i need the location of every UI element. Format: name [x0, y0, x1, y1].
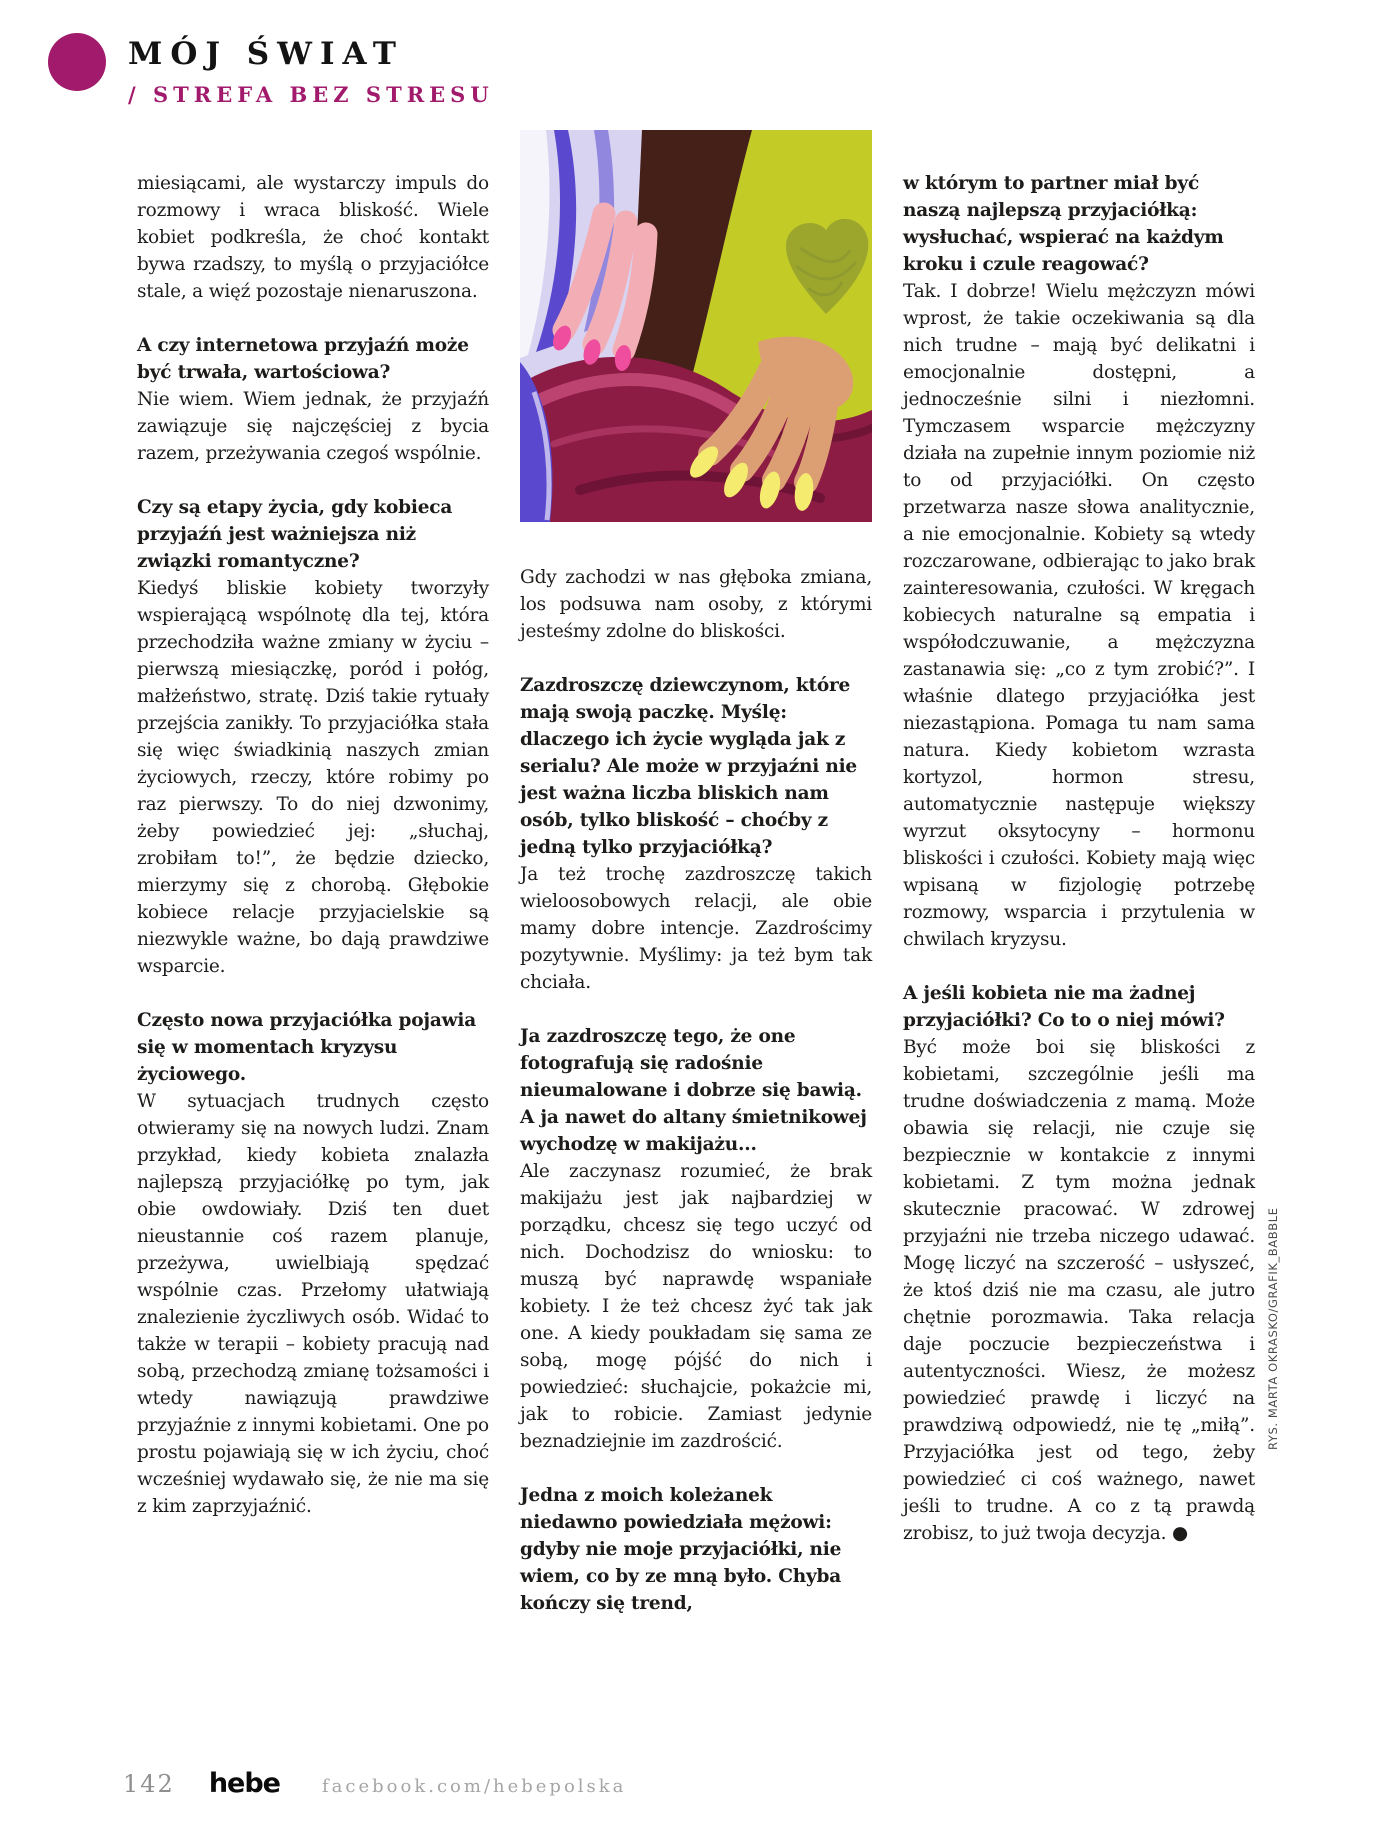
interview-question: A czy internetowa przyjaźń może być trwała, wartościowa? [137, 335, 469, 383]
interview-answer: miesiącami, ale wystarczy impuls do rozmowy i wraca bliskość. Wiele kobiet podkreśla, że choć kontakt bywa rzadszy, to myślą o przyjaciółce stale, a więź pozostaje nienaruszona. [137, 173, 489, 302]
friendship-illustration [520, 130, 872, 522]
text-column-2 [520, 130, 872, 1617]
illustration-credit: RYS. MARTA OKRASKO/GRAFIK_BABBLE [1266, 1207, 1280, 1450]
page-footer [123, 1768, 626, 1799]
subsection-title: / STREFA BEZ STRESU [128, 82, 494, 107]
text-column-3 [903, 170, 1255, 1547]
interview-question: A jeśli kobieta nie ma żadnej przyjaciółki? Co to o niej mówi? [903, 983, 1225, 1031]
interview-answer: Być może boi się bliskości z kobietami, szczególnie jeśli ma trudne doświadczenia z mamą. Może obawia się relacji, nie czuje się bezpiecznie w kontakcie z innymi kobietami. Z tym można jednak skutecznie pracować. W zdrowej przyjaźni nie trzeba niczego udawać. Mogę liczyć na szczerość – usłyszeć, że ktoś dziś nie ma czasu, ale jutro chętnie porozmawia. Taka relacja daje poczucie bezpieczeństwa i autentyczności. Wiesz, że możesz powiedzieć prawdę i liczyć na prawdziwą odpowiedź, nie tę „miłą”. Przyjaciółka jest od tego, żeby powiedzieć ci coś ważnego, nawet jeśli to trudne. A co z tą prawdą zrobisz, to już twoja decyzja. ● [903, 1037, 1255, 1544]
interview-answer: Gdy zachodzi w nas głęboka zmiana, los podsuwa nam osoby, z którymi jesteśmy zdolne do bliskości. [520, 567, 872, 642]
facebook-url: facebook.com/hebepolska [322, 1776, 627, 1797]
illustration-graphic [520, 130, 872, 522]
text-column-2-blocks [520, 564, 872, 1617]
interview-answer: Ale zaczynasz rozumieć, że brak makijażu jest jak najbardziej w porządku, chcesz się tego uczyć od nich. Dochodzisz do wniosku: to muszą być naprawdę wspaniałe kobiety. I że też chcesz żyć tak jak one. A kiedy poukładam się sama ze sobą, mogę pójść do nich i powiedzieć: słuchajcie, pokażcie mi, jak to robicie. Zamiast jedynie beznadziejnie im zazdrościć. [520, 1161, 872, 1452]
brand-dot [48, 33, 106, 91]
interview-question: Czy są etapy życia, gdy kobieca przyjaźń jest ważniejsza niż związki romantyczne? [137, 497, 453, 572]
interview-question: Ja zazdroszczę tego, że one fotografują się radośnie nieumalowane i dobrze się bawią. A ja nawet do altany śmietnikowej wychodzę w makijażu... [520, 1026, 867, 1155]
interview-answer: Kiedyś bliskie kobiety tworzyły wspierającą wspólnotę dla tej, która przechodziła ważne zmiany w życiu – pierwszą miesiączkę, poród i połóg, małżeństwo, stratę. Dziś takie rytuały przejścia zanikły. To przyjaciółka stała się więc świadkinią naszych zmian życiowych, rzeczy, które robimy po raz pierwszy. To do niej dzwonimy, żeby powiedzieć jej: „słuchaj, zrobiłam to!”, że będzie dziecko, mierzymy się z chorobą. Głębokie kobiece relacje przyjacielskie są niezwykle ważne, bo dają prawdziwe wsparcie. [137, 578, 489, 977]
hebe-logo: hebe [208, 1768, 280, 1799]
section-title: MÓJ ŚWIAT [128, 36, 404, 72]
interview-question: w którym to partner miał być naszą najlepszą przyjaciółką: wysłuchać, wspierać na każdym kroku i czule reagować? [903, 173, 1224, 275]
interview-answer: Tak. I dobrze! Wielu mężczyzn mówi wprost, że takie oczekiwania są dla nich trudne – mają być delikatni i emocjonalnie dostępni, a jednocześnie silni i niezłomni. Tymczasem wsparcie mężczyzny działa na zupełnie innym poziomie niż to od przyjaciółki. On często przetwarza nasze słowa analitycznie, a nie emocjonalnie. Kobiety są wtedy rozczarowane, odbierając to jako brak zainteresowania, czułości. W kręgach kobiecych naturalne są empatia i współodczuwanie, a mężczyzna zastanawia się: „co z tym zrobić?”. I właśnie dlatego przyjaciółka jest niezastąpiona. Pomaga tu nam sama natura. Kiedy kobietom wzrasta kortyzol, hormon stresu, automatycznie następuje większy wyrzut oksytocyny – hormonu bliskości i czułości. Kobiety mają więc wpisaną w fizjologię potrzebę rozmowy, wsparcia i przytulenia w chwilach kryzysu. [903, 281, 1255, 950]
interview-question: Często nowa przyjaciółka pojawia się w momentach kryzysu życiowego. [137, 1010, 476, 1085]
interview-answer: Nie wiem. Wiem jednak, że przyjaźń zawiązuje się najczęściej z bycia razem, przeżywania czegoś wspólnie. [137, 389, 489, 464]
page-number: 142 [123, 1770, 175, 1798]
interview-answer: W sytuacjach trudnych często otwieramy się na nowych ludzi. Znam przykład, kiedy kobieta znalazła najlepszą przyjaciółkę po tym, jak obie owdowiały. Dziś ten duet nieustannie coś razem planuje, przeżywa, uwielbiają spędzać wspólnie czas. Przełomy ułatwiają znalezienie życzliwych osób. Widać to także w terapii – kobiety pracują nad sobą, przechodzą zmianę tożsamości i wtedy nawiązują prawdziwe przyjaźnie z innymi kobietami. One po prostu pojawiają się w ich życiu, choć wcześniej wydawało się, że nie ma się z kim zaprzyjaźnić. [137, 1091, 489, 1517]
interview-question: Jedna z moich koleżanek niedawno powiedziała mężowi: gdyby nie moje przyjaciółki, nie wiem, co by ze mną było. Chyba kończy się trend, [520, 1485, 842, 1614]
text-column-1 [137, 170, 489, 1520]
interview-answer: Ja też trochę zazdroszczę takich wieloosobowych relacji, ale obie mamy dobre intencje. Zazdrościmy pozytywnie. Myślimy: ja też bym tak chciała. [520, 864, 872, 993]
interview-question: Zazdroszczę dziewczynom, które mają swoją paczkę. Myślę: dlaczego ich życie wygląda jak z serialu? Ale może w przyjaźni nie jest ważna liczba bliskich nam osób, tylko bliskość – choćby z jedną tylko przyjaciółką? [520, 675, 857, 858]
